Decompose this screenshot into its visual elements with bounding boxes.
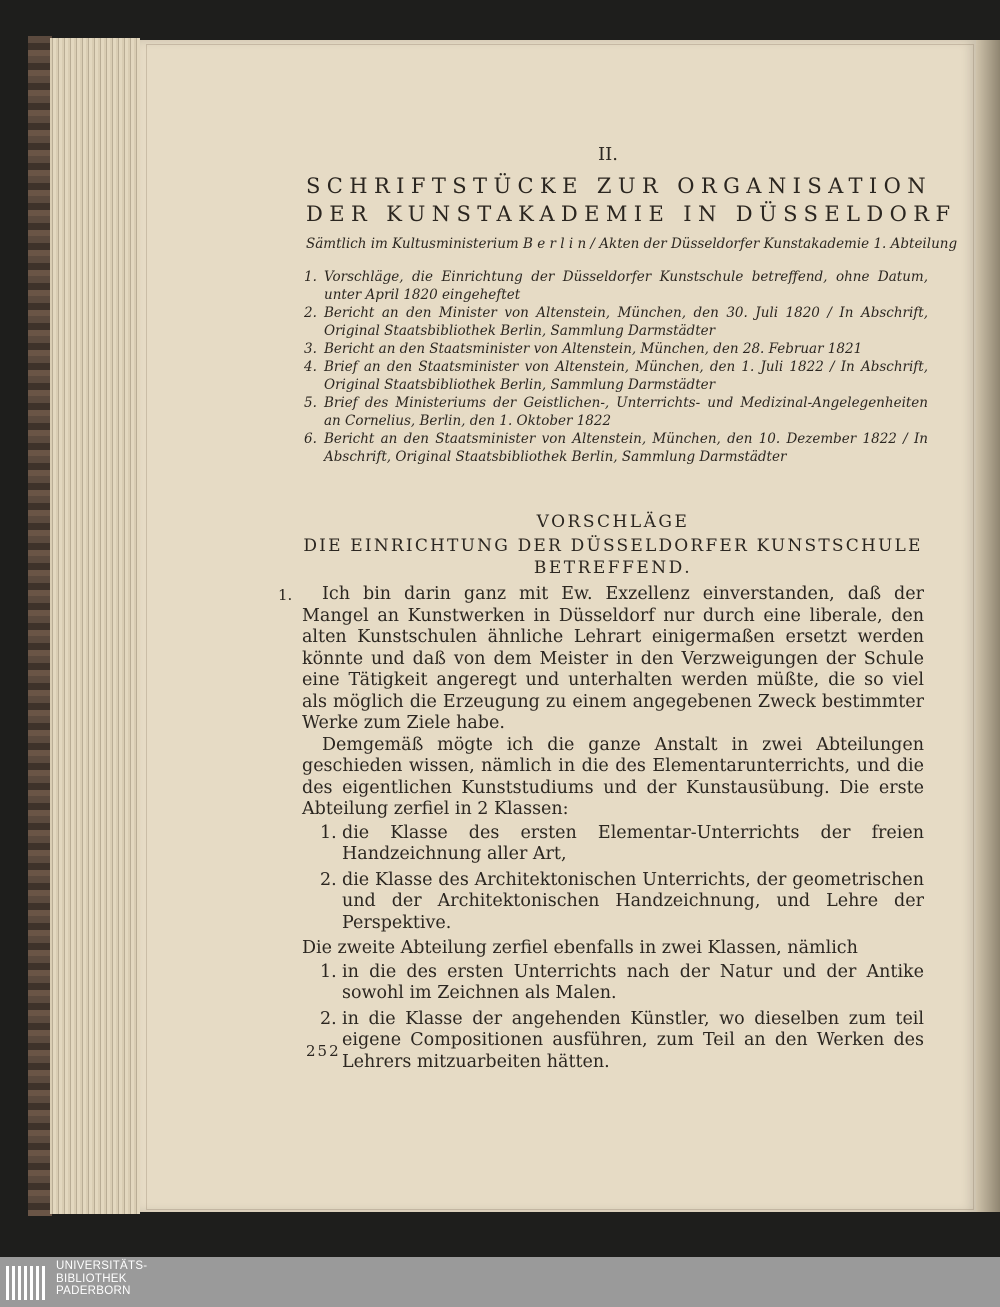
document-item: [304, 358, 928, 394]
document-number: 4.: [304, 359, 317, 375]
body-paragraph-3: Die zweite Abteilung zerfiel ebenfalls in zwei Klassen, nämlich: [302, 938, 858, 958]
document-number: 6.: [304, 431, 317, 447]
document-text: Vorschläge, die Einrichtung der Düsseldorfer Kunstschule betreffend, ohne Datum, unter April 1820 eingeheftet: [324, 269, 928, 303]
list-number: 1.: [320, 961, 337, 982]
document-number: 5.: [304, 395, 317, 411]
list-item: [302, 962, 924, 1005]
list-text: die Klasse des Architektonischen Unterrichts, der geometrischen und der Architektonischen Handzeichnung, und Lehre der Perspektive.: [342, 869, 924, 933]
list-item: [302, 1009, 924, 1074]
library-name-line-1: UNIVERSITÄTS-: [56, 1260, 148, 1272]
list-item: [302, 870, 924, 935]
list-item: [302, 823, 924, 866]
book-binding: [28, 36, 52, 1216]
document-number: 2.: [304, 305, 317, 321]
document-item: [304, 430, 928, 466]
page-gutter: [976, 40, 1000, 1212]
document-text: Bericht an den Staatsminister von Altenstein, München, den 28. Februar 1821: [324, 341, 863, 357]
library-logo-icon: [4, 1262, 48, 1304]
document-text: Bericht an den Staatsminister von Altenstein, München, den 10. Dezember 1822 / In Abschrift, Original Staatsbibliothek Berlin, Sammlung Darmstädter: [324, 431, 928, 465]
chapter-number: II.: [598, 144, 618, 165]
section-title-line-1: SCHRIFTSTÜCKE ZUR ORGANISATION: [306, 174, 933, 198]
library-name-line-2: BIBLIOTHEK: [56, 1272, 127, 1285]
document-number: 1.: [304, 269, 317, 285]
library-name: [56, 1260, 147, 1298]
document-list: [304, 268, 928, 466]
document-item: [304, 340, 928, 358]
page-stack: [50, 38, 140, 1214]
heading-line-1: VORSCHLÄGE: [536, 512, 690, 532]
body-paragraph-2: Demgemäß mögte ich die ganze Anstalt in zwei Abteilungen geschieden wissen, nämlich in die des Elementarunterrichts, und die des eigentlichen Kunststudiums und der Kunstausübung. Die erste Abteilung zerfiel in 2 Klassen:: [302, 734, 924, 819]
list-number: 1.: [320, 822, 337, 843]
document-text: Brief an den Staatsminister von Altenstein, München, den 1. Juli 1822 / In Abschrift, Original Staatsbibliothek Berlin, Sammlung Darmstädter: [324, 359, 928, 393]
heading-line-3: BETREFFEND.: [533, 558, 693, 578]
footer-bar: [0, 1257, 1000, 1307]
main-text: [302, 584, 924, 1077]
document-number: 3.: [304, 341, 317, 357]
document-item: [304, 304, 928, 340]
section-title-line-2: DER KUNSTAKADEMIE IN DÜSSELDORF: [306, 202, 957, 226]
document-text: Bericht an den Minister von Altenstein, München, den 30. Juli 1820 / In Abschrift, Original Staatsbibliothek Berlin, Sammlung Darmstädter: [324, 305, 928, 339]
list-number: 2.: [320, 869, 337, 890]
list-text: in die des ersten Unterrichts nach der Natur und der Antike sowohl im Zeichnen als Malen.: [342, 961, 924, 1003]
list-text: in die Klasse der angehenden Künstler, wo dieselben zum teil eigene Compositionen ausführen, zum Teil an den Werken des Lehrers mitzuarbeiten hätten.: [342, 1008, 924, 1072]
body-paragraph-1: Ich bin darin ganz mit Ew. Exzellenz einverstanden, daß der Mangel an Kunstwerken in Düsseldorf nur durch eine liberale, den alten Kunstschulen ähnliche Lehrart einigermaßen ersetzt werden könnte und daß von dem Meister in den Verzweigungen der Schule eine Tätigkeit angeregt und unterhalten werden müßte, die so viel als möglich die Erzeugung zu einem angegebenen Zweck bestimmter Werke zum Ziele habe.: [302, 584, 924, 733]
library-name-line-3: PADERBORN: [56, 1285, 131, 1297]
document-item: [304, 268, 928, 304]
page-number: 252: [306, 1042, 341, 1060]
list-number: 2.: [320, 1008, 337, 1029]
heading-line-2: DIE EINRICHTUNG DER DÜSSELDORFER KUNSTSCHULE: [303, 536, 923, 556]
document-text: Brief des Ministeriums der Geistlichen-, Unterrichts- und Medizinal-Angelegenheiten an Cornelius, Berlin, den 1. Oktober 1822: [324, 395, 928, 429]
source-note: Sämtlich im Kultusministerium B e r l i n / Akten der Düsseldorfer Kunstakademie 1. Abteilung: [306, 236, 958, 252]
paragraph-marker: 1.: [278, 586, 293, 604]
list-text: die Klasse des ersten Elementar-Unterrichts der freien Handzeichnung aller Art,: [342, 822, 924, 864]
document-item: [304, 394, 928, 430]
